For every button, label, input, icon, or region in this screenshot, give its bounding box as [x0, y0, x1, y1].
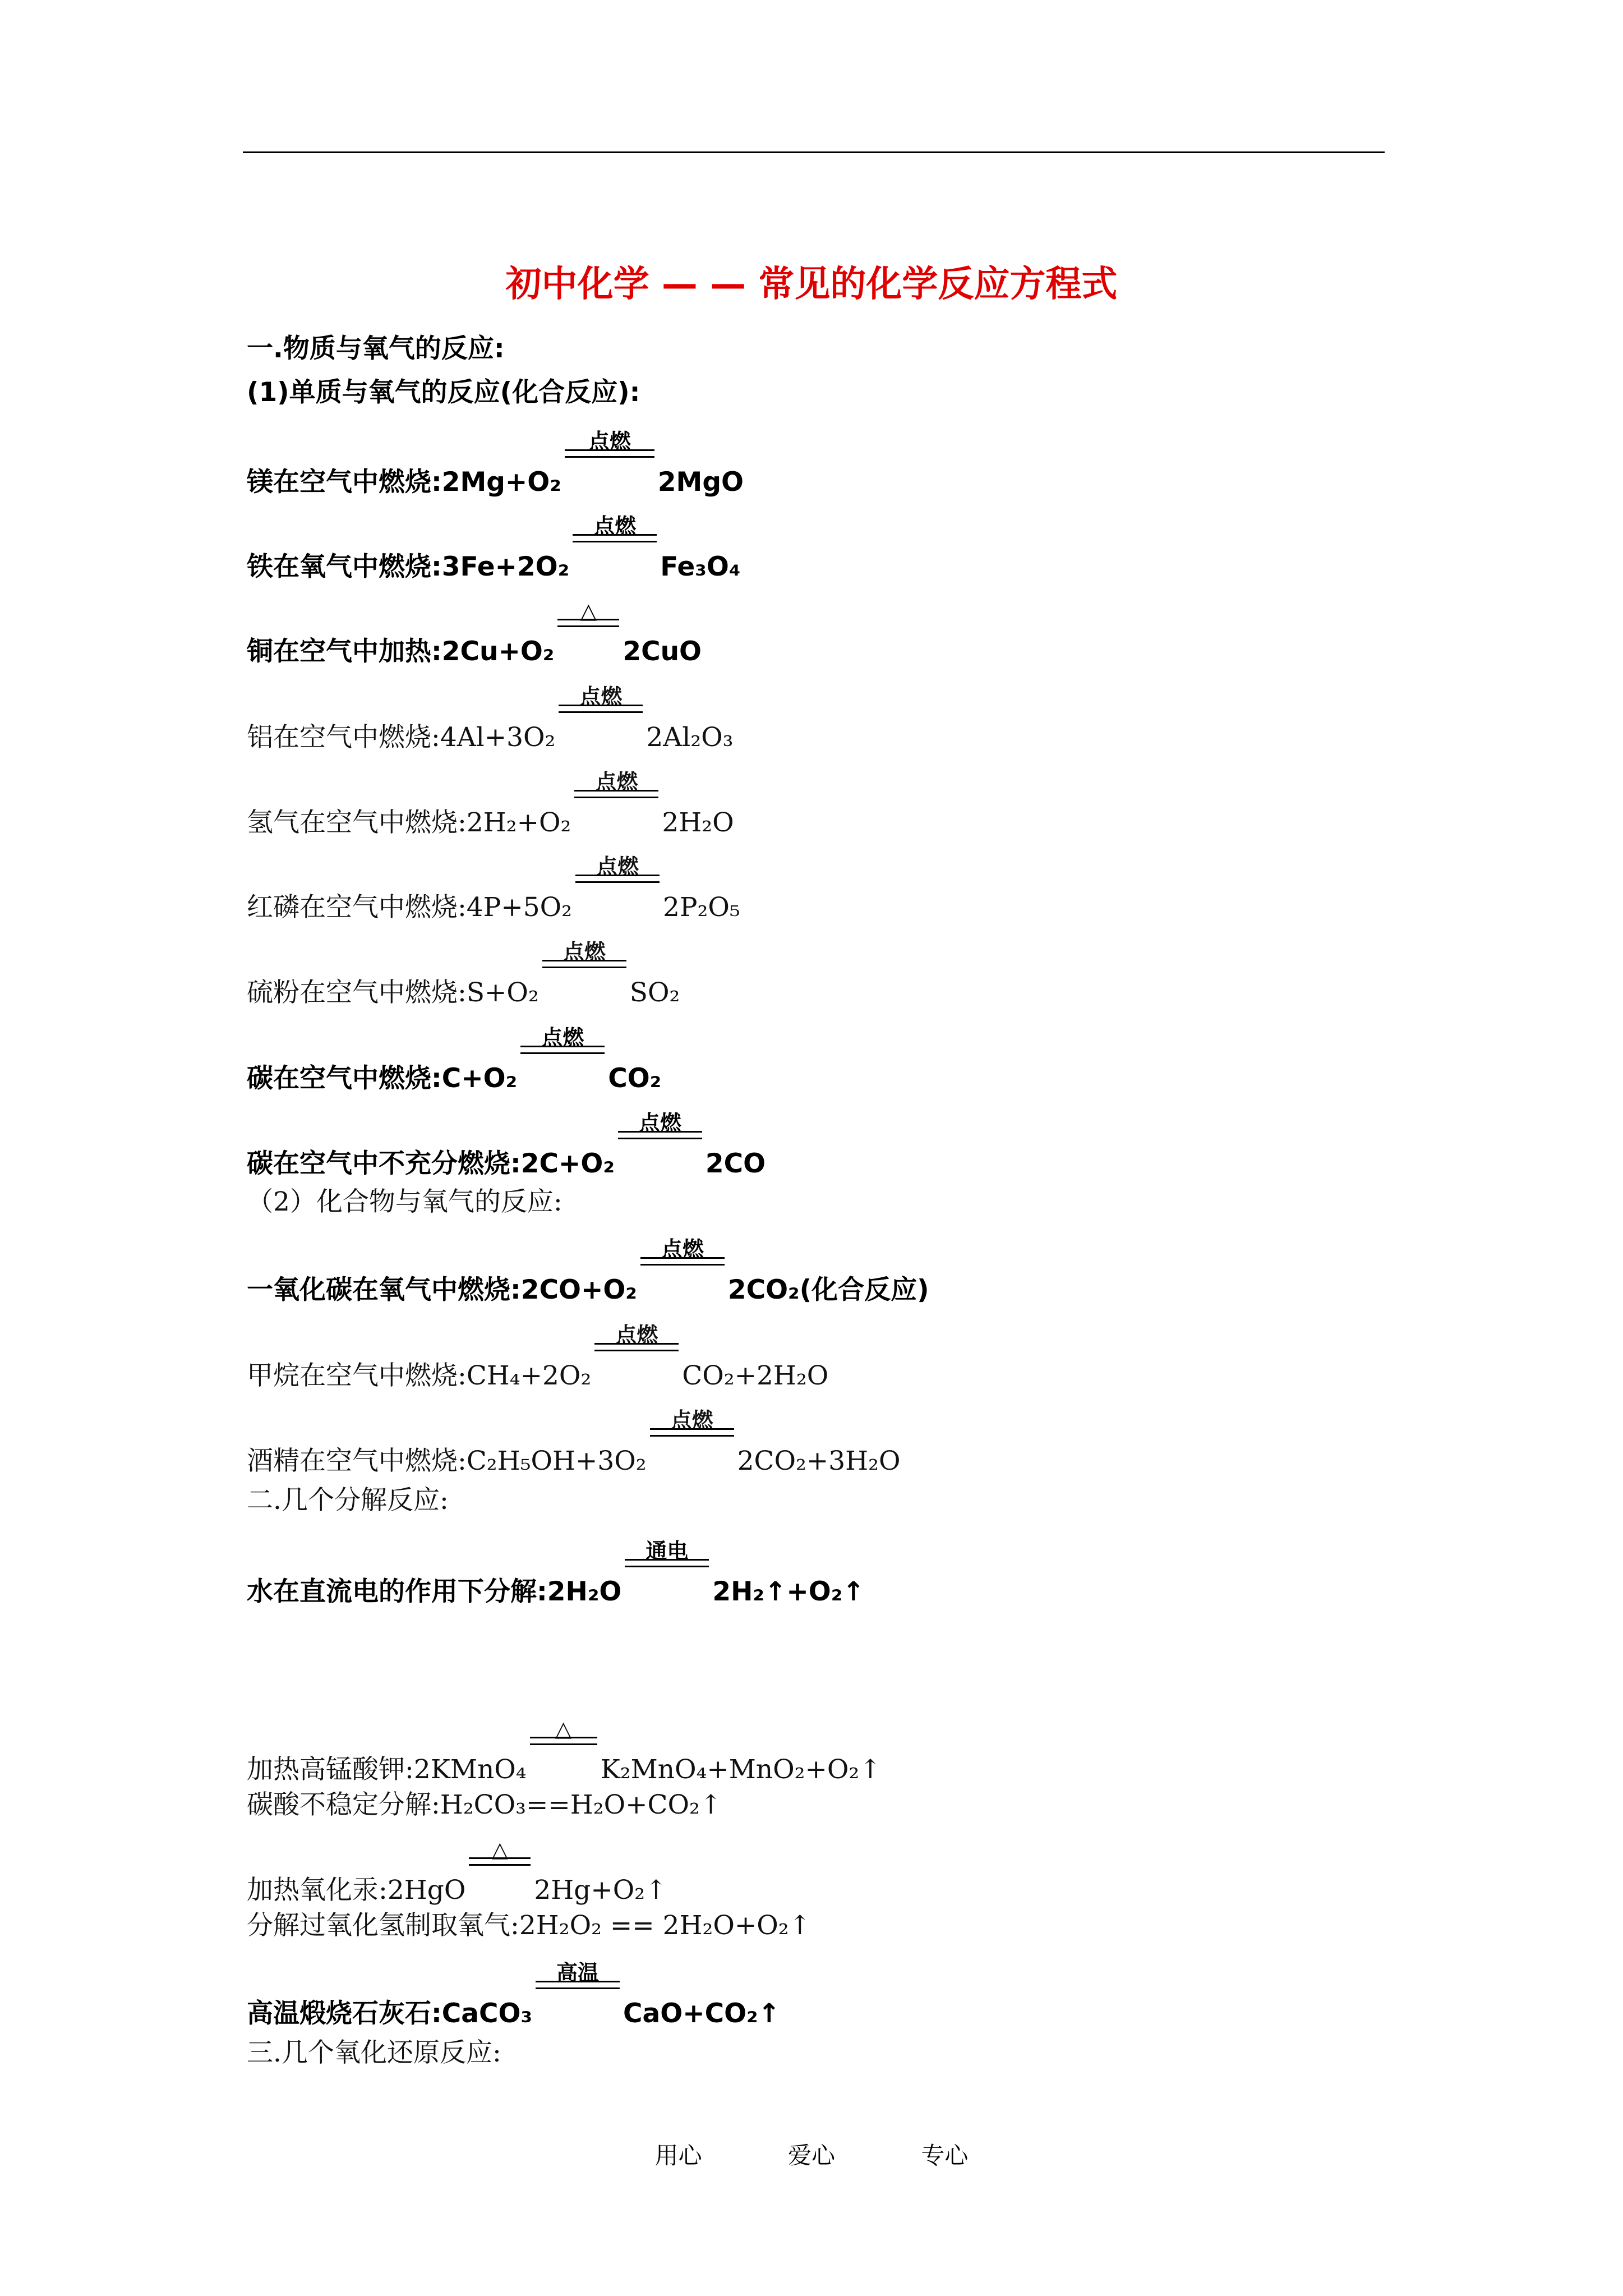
condition-label: 点燃	[541, 1025, 584, 1050]
reaction-line	[247, 1909, 811, 1943]
condition-label: 点燃	[595, 770, 638, 794]
reaction-label: 加热氧化汞:	[247, 1875, 388, 1906]
page-title: 初中化学 — — 常见的化学反应方程式	[505, 264, 1118, 305]
reaction-line	[247, 1025, 662, 1094]
reaction-label: 铁在氧气中燃烧:	[247, 551, 442, 582]
reaction-label: 碳酸不稳定分解:	[247, 1789, 440, 1820]
reaction-lhs: 2H₂O	[547, 1576, 622, 1607]
reaction-line	[247, 940, 680, 1008]
reaction-rhs: 2P₂O₅	[663, 892, 740, 923]
reaction-rhs: 2CO₂+3H₂O	[737, 1446, 901, 1476]
reaction-condition	[520, 1025, 605, 1087]
footer-item: 专心	[921, 2142, 969, 2169]
reaction-rhs: 2H₂O	[662, 807, 734, 838]
reaction-line	[247, 1408, 901, 1476]
reaction-condition	[559, 684, 643, 746]
condition-label: △	[555, 1717, 572, 1741]
reaction-line	[247, 1717, 882, 1785]
condition-label: 高温	[556, 1961, 600, 1985]
reaction-lhs: 2Cu+O₂	[441, 636, 555, 667]
reaction-line	[247, 1788, 722, 1822]
reaction-line	[247, 1837, 667, 1906]
reaction-line	[247, 770, 734, 838]
reaction-condition	[650, 1408, 734, 1470]
page-footer	[0, 2137, 1623, 2171]
equals-bar	[536, 1981, 620, 1989]
equals-bar	[559, 705, 643, 713]
reaction-lhs: CH₄+2O₂	[466, 1360, 592, 1391]
reaction-label: 水在直流电的作用下分解:	[247, 1576, 547, 1607]
reaction-label: 碳在空气中燃烧:	[247, 1063, 442, 1094]
reaction-condition	[618, 1111, 702, 1172]
reaction-rhs: 2Al₂O₃	[646, 722, 734, 753]
equals-bar	[573, 534, 657, 542]
equals-bar	[575, 875, 660, 883]
reaction-rhs: CO₂+2H₂O	[682, 1360, 829, 1391]
equals-bar	[530, 1737, 597, 1745]
reaction-lhs: 2C+O₂	[520, 1148, 615, 1179]
reaction-line	[247, 1237, 929, 1305]
reaction-condition	[574, 770, 658, 831]
reaction-label: 氢气在空气中燃烧:	[247, 807, 467, 838]
reaction-label: 酒精在空气中燃烧:	[247, 1446, 467, 1476]
equals-bar	[565, 449, 654, 458]
reaction-line	[247, 1111, 766, 1179]
reaction-lhs: H₂CO₃==H₂O+CO₂↑	[440, 1789, 722, 1820]
reaction-label: 铜在空气中加热:	[247, 636, 442, 667]
reaction-lhs: CaCO₃	[441, 1998, 533, 2029]
reaction-label: 铝在空气中燃烧:	[247, 722, 440, 753]
reaction-lhs: 2KMnO₄	[413, 1754, 527, 1785]
reaction-label: 红磷在空气中燃烧:	[247, 892, 467, 923]
equals-bar	[574, 790, 658, 798]
reaction-rhs: 2MgO	[657, 467, 744, 498]
reaction-rhs: 2CO	[705, 1148, 766, 1179]
reaction-rhs: Fe₃O₄	[660, 551, 741, 582]
reaction-rhs: 2H₂↑+O₂↑	[712, 1576, 865, 1607]
reaction-line	[247, 599, 702, 667]
reaction-label: 镁在空气中燃烧:	[247, 467, 442, 498]
reaction-rhs: 2CO₂(化合反应)	[727, 1274, 929, 1305]
reaction-condition	[594, 1323, 679, 1384]
reaction-label: 甲烷在空气中燃烧:	[247, 1360, 467, 1391]
equals-bar	[640, 1257, 725, 1266]
equals-bar	[469, 1857, 531, 1866]
condition-label: 点燃	[661, 1237, 704, 1262]
section-heading-3: 三.几个氧化还原反应:	[247, 2037, 501, 2068]
reaction-line	[247, 1961, 781, 2029]
reaction-lhs: 4P+5O₂	[466, 892, 573, 923]
reaction-line	[247, 429, 744, 498]
reaction-lhs: 3Fe+2O₂	[441, 551, 570, 582]
equals-bar	[542, 960, 626, 968]
equals-bar	[625, 1559, 709, 1567]
condition-label: 点燃	[638, 1111, 681, 1135]
equals-bar	[520, 1046, 605, 1054]
reaction-lhs: C₂H₅OH+3O₂	[466, 1446, 647, 1476]
reaction-rhs: K₂MnO₄+MnO₂+O₂↑	[600, 1754, 882, 1785]
reaction-condition	[565, 429, 654, 491]
reaction-label: 硫粉在空气中燃烧:	[247, 977, 467, 1008]
reaction-line	[247, 514, 741, 582]
reaction-label: 高温煅烧石灰石:	[247, 1998, 442, 2029]
reaction-line	[247, 854, 740, 923]
reaction-lhs: 2HgO	[387, 1875, 466, 1906]
reaction-label: 加热高锰酸钾:	[247, 1754, 414, 1785]
reaction-condition	[469, 1837, 531, 1899]
reaction-line	[247, 1539, 865, 1607]
reaction-rhs: 2CuO	[623, 636, 702, 667]
reaction-condition	[625, 1539, 709, 1600]
condition-label: 点燃	[579, 684, 623, 709]
reaction-condition	[575, 854, 660, 916]
section-subheading-1-1: (1)单质与氧气的反应(化合反应):	[247, 377, 640, 408]
reaction-line	[247, 684, 734, 753]
reaction-label: 碳在空气中不充分燃烧:	[247, 1148, 521, 1179]
condition-label: △	[580, 599, 597, 623]
equals-bar	[650, 1428, 734, 1437]
reaction-condition	[542, 940, 626, 1001]
reaction-lhs: 2CO+O₂	[520, 1274, 637, 1305]
reaction-rhs: 2Hg+O₂↑	[534, 1875, 667, 1906]
reaction-lhs: 2H₂+O₂	[466, 807, 571, 838]
condition-label: 点燃	[670, 1408, 713, 1433]
reaction-lhs: S+O₂	[466, 977, 539, 1008]
reaction-lhs: 2Mg+O₂	[441, 467, 561, 498]
condition-label: 通电	[645, 1539, 689, 1563]
reaction-label: 一氧化碳在氧气中燃烧:	[247, 1274, 521, 1305]
reaction-rhs: SO₂	[629, 977, 680, 1008]
section-subheading-1-2: （2）化合物与氧气的反应:	[247, 1186, 562, 1217]
header-rule	[243, 151, 1385, 153]
condition-label: 点燃	[596, 854, 639, 879]
reaction-line	[247, 1323, 829, 1391]
reaction-condition	[530, 1717, 597, 1778]
footer-item: 爱心	[787, 2142, 835, 2169]
equals-bar	[594, 1343, 679, 1351]
reaction-condition	[573, 514, 657, 576]
reaction-lhs: 4Al+3O₂	[440, 722, 556, 753]
reaction-label: 分解过氧化氢制取氧气:	[247, 1910, 519, 1941]
reaction-condition	[640, 1237, 725, 1299]
equals-bar	[618, 1131, 702, 1139]
reaction-lhs: C+O₂	[441, 1063, 518, 1094]
reaction-lhs: 2H₂O₂ == 2H₂O+O₂↑	[519, 1910, 811, 1941]
condition-label: 点燃	[615, 1323, 658, 1347]
condition-label: 点燃	[588, 429, 631, 454]
section-heading-2: 二.几个分解反应:	[247, 1485, 449, 1516]
reaction-rhs: CO₂	[608, 1063, 662, 1094]
condition-label: 点燃	[562, 940, 606, 964]
section-heading-1: 一.物质与氧气的反应:	[247, 333, 505, 364]
condition-label: △	[491, 1837, 508, 1862]
equals-bar	[557, 619, 619, 627]
reaction-condition	[557, 599, 619, 660]
footer-item: 用心	[654, 2142, 702, 2169]
condition-label: 点燃	[593, 514, 637, 539]
reaction-condition	[536, 1961, 620, 2022]
reaction-rhs: CaO+CO₂↑	[623, 1998, 781, 2029]
